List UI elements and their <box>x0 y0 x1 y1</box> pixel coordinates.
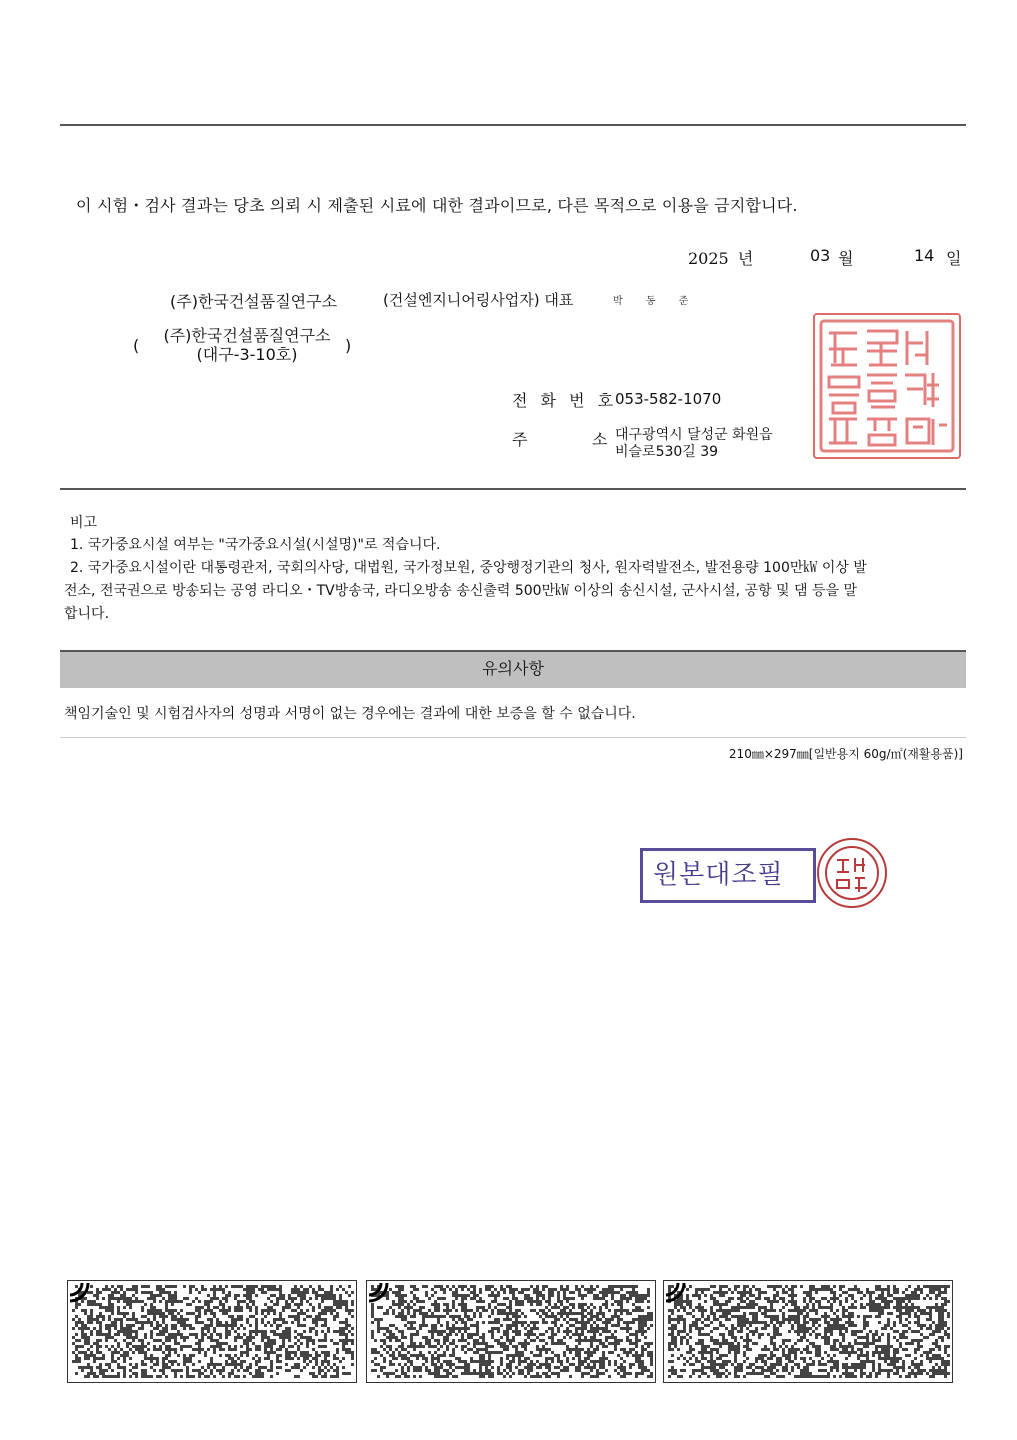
note-2-line-1: 2. 국가중요시설이란 대통령관저, 국회의사당, 대법원, 국가정보원, 중앙행정기관의 청사, 원자력발전소, 발전용량 100만㎾ 이상 발 <box>70 560 867 576</box>
security-barcode-2 <box>366 1280 656 1383</box>
middle-divider <box>60 488 966 490</box>
original-copy-stamp: 원본대조필 <box>640 848 816 903</box>
barcode-pattern-3 <box>664 1281 952 1382</box>
security-barcode-1 <box>67 1280 357 1383</box>
date-month: 03 <box>810 246 831 265</box>
bottom-divider <box>60 737 966 738</box>
caution-title: 유의사항 <box>60 650 966 688</box>
security-barcode-3 <box>663 1280 953 1383</box>
date-day-unit: 일 <box>946 249 962 268</box>
company-name: (주)한국건설품질연구소 <box>170 292 338 311</box>
paren-open: ( <box>133 336 140 355</box>
caution-text: 책임기술인 및 시험검사자의 성명과 서명이 없는 경우에는 결과에 대한 보증을 할 수 없습니다. <box>64 706 636 722</box>
date-year-unit: 년 <box>737 249 754 268</box>
note-2-line-3: 합니다. <box>64 606 110 622</box>
date-day: 14 <box>914 246 935 265</box>
date-year: 2025 <box>688 249 729 268</box>
top-divider <box>60 124 966 126</box>
address-line-1: 대구광역시 달성군 화원읍 <box>615 427 773 443</box>
registered-company-name: (주)한국건설품질연구소 <box>163 326 331 345</box>
paper-spec: 210㎜×297㎜[일반용지 60g/㎡(재활용품)] <box>728 747 963 761</box>
company-seal <box>813 313 961 459</box>
usage-disclaimer: 이 시험・검사 결과는 당초 의뢰 시 제출된 시료에 대한 결과이므로, 다른 목적으로 이용을 금지합니다. <box>76 196 798 215</box>
note-2-line-2: 전소, 전국권으로 방송되는 공영 라디오・TV방송국, 라디오방송 송신출력 500만㎾ 이상의 송신시설, 군사시설, 공항 및 댐 등을 말 <box>64 583 858 599</box>
notes-title: 비고 <box>70 515 98 531</box>
ceo-name: 박 동 준 <box>613 296 699 307</box>
note-2 <box>64 557 964 626</box>
phone-label: 전 화 번 호 <box>512 391 618 410</box>
business-type: (건설엔지니어링사업자) 대표 <box>383 291 574 309</box>
barcode-pattern-2 <box>367 1281 655 1382</box>
issue-date <box>688 246 968 269</box>
address <box>615 427 773 461</box>
barcode-pattern-1 <box>68 1281 356 1382</box>
date-month-unit: 월 <box>838 249 854 268</box>
registration-number: (대구-3-10호) <box>196 345 298 364</box>
address-line-2: 비슬로530길 39 <box>615 444 719 460</box>
paren-close: ) <box>345 336 352 355</box>
phone-number: 053-582-1070 <box>615 390 722 408</box>
note-1: 1. 국가중요시설 여부는 "국가중요시설(시설명)"로 적습니다. <box>70 537 441 553</box>
personal-seal <box>817 838 887 908</box>
